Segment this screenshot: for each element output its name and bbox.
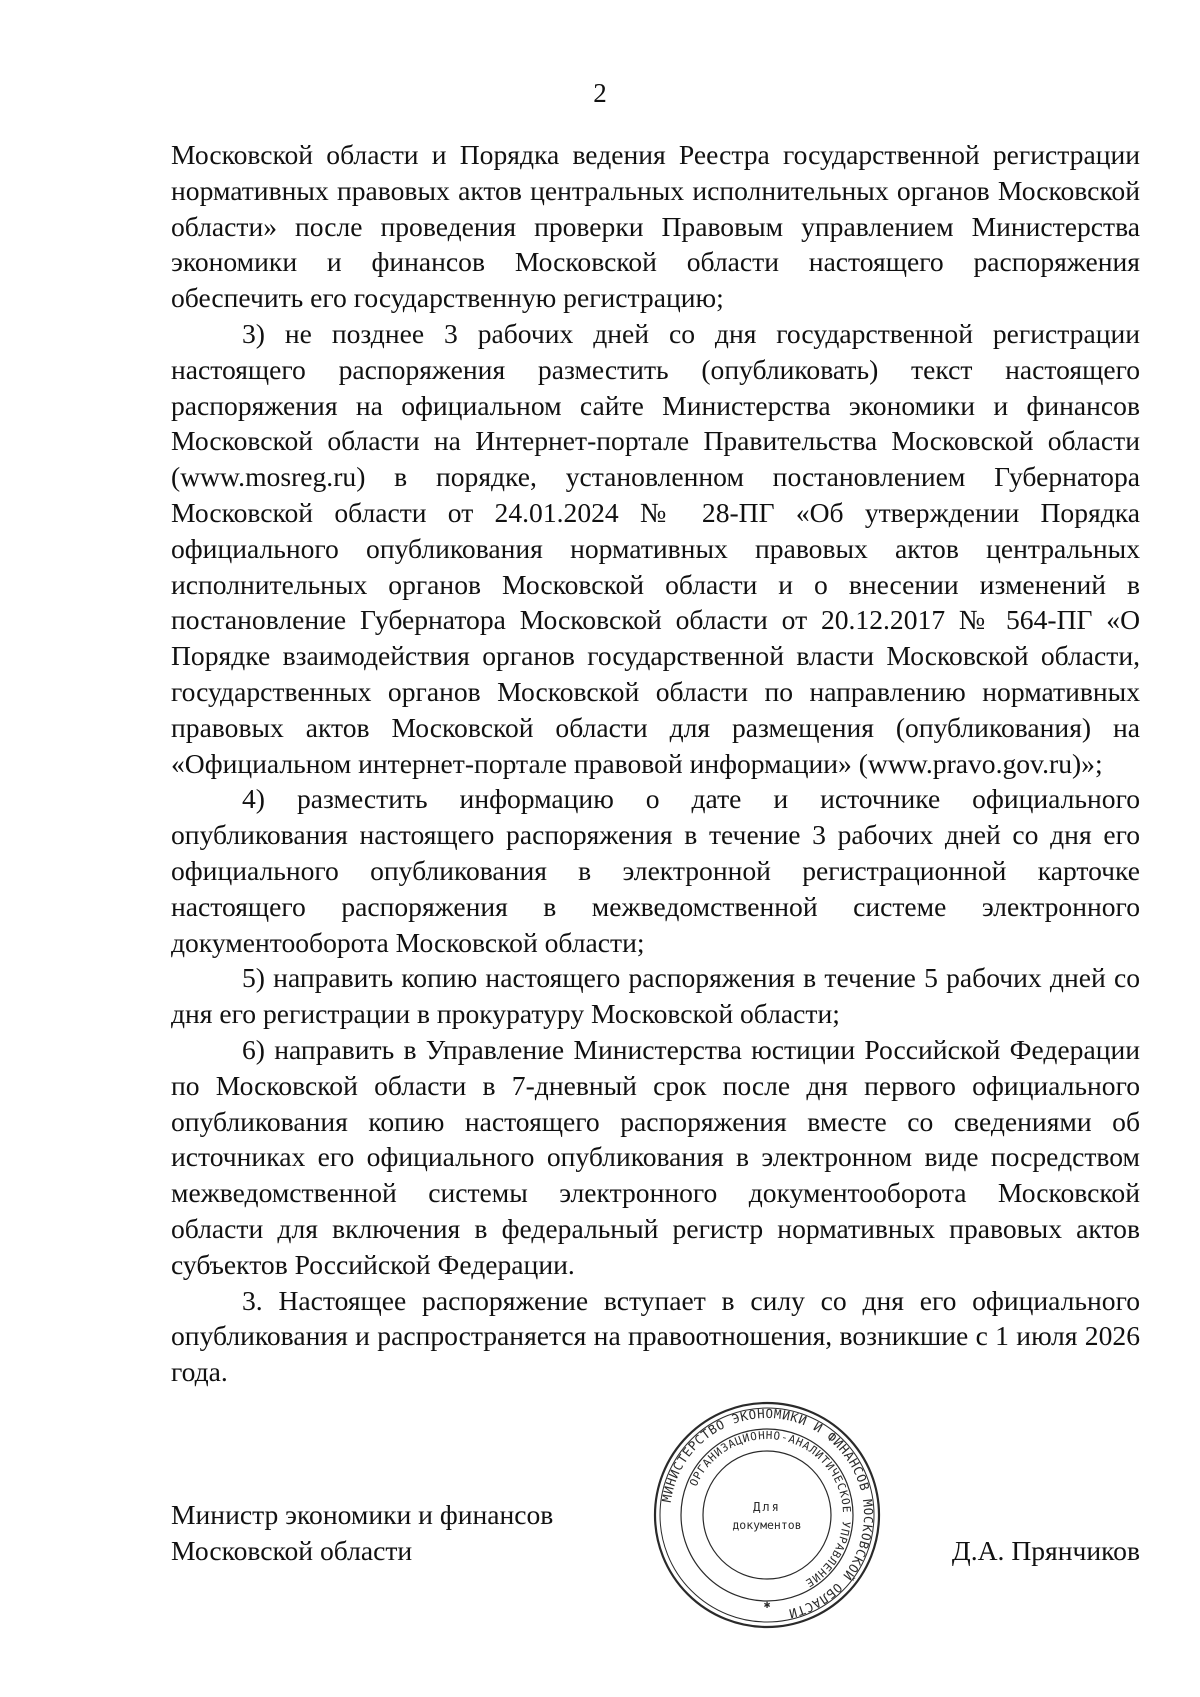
signer-name: Д.А. Прянчиков — [951, 1535, 1140, 1566]
seal-inner-text: ОРГАНИЗАЦИОННО-АНАЛИТИЧЕСКОЕ УПРАВЛЕНИЕ — [687, 1428, 854, 1590]
signer-position-line2: Московской области — [171, 1534, 413, 1566]
paragraph-item-6: 6) направить в Управление Министерства юстиции Российской Федерации по Московской области в 7-дневный срок после дня первого официального опубликования копию настоящего распоряжения вместе со сведениями об источниках его официального опубликования в электронном виде посредством межведомственной системы электронного документооборота Московской области для включения в федеральный регистр нормативных правовых актов субъектов Российской Федерации. — [171, 1033, 1140, 1280]
page-number: 2 — [593, 78, 607, 108]
document-body — [171, 137, 1140, 1390]
seal-center-line2: документов — [732, 1518, 802, 1532]
paragraph-item-3: 3) не позднее 3 рабочих дней со дня государственной регистрации настоящего распоряжения разместить (опубликовать) текст настоящего распоряжения на официальном сайте Министерства экономики и финансов Московской области на Интернет-портале Правительства Московской области (www.mosreg.ru) в порядке, установленном постановлением Губернатора Московской области от 24.01.2024 № 28-ПГ «Об утверждении Порядка официального опубликования нормативных правовых актов центральных исполнительных органов Московской области и о внесении изменений в постановление Губернатора Московской области от 20.12.2017 № 564-ПГ «О Порядке взаимодействия органов государственной власти Московской области, государственных органов Московской области по направлению нормативных правовых актов Московской области для размещения (опубликования) на «Официальном интернет-портале правовой информации» (www.pravo.gov.ru)»; — [171, 317, 1140, 779]
paragraph-item-5: 5) направить копию настоящего распоряжения в течение 5 рабочих дней со дня его регистрации в прокуратуру Московской области; — [171, 962, 1140, 1030]
paragraph-clause-3: 3. Настоящее распоряжение вступает в силу со дня его официального опубликования и распространяется на правоотношения, возникшие с 1 июля 2026 года. — [171, 1284, 1140, 1388]
signer-position — [171, 1497, 553, 1569]
signature-block — [171, 1497, 1140, 1577]
seal-outer-text: МИНИСТЕРСТВО ЭКОНОМИКИ И ФИНАНСОВ МОСКОВСКОЙ ОБЛАСТИ — [658, 1405, 877, 1622]
signer-position-line1: Министр экономики и финансов — [171, 1499, 554, 1530]
seal-star-icon: ✱ — [763, 1598, 771, 1611]
seal-center-line1: Для — [753, 1500, 781, 1514]
paragraph-continuation: Московской области и Порядка ведения Реестра государственной регистрации нормативных правовых актов центральных исполнительных органов Московской области» после проведения проверки Правовым управлением Министерства экономики и финансов Московской области настоящего распоряжения обеспечить его государственную регистрацию; — [171, 139, 1140, 314]
paragraph-item-4: 4) разместить информацию о дате и источнике официального опубликования настоящего распоряжения в течение 3 рабочих дней со дня его официального опубликования в электронной регистрационной карточке настоящего распоряжения в межведомственной системе электронного документооборота Московской области; — [171, 783, 1140, 958]
